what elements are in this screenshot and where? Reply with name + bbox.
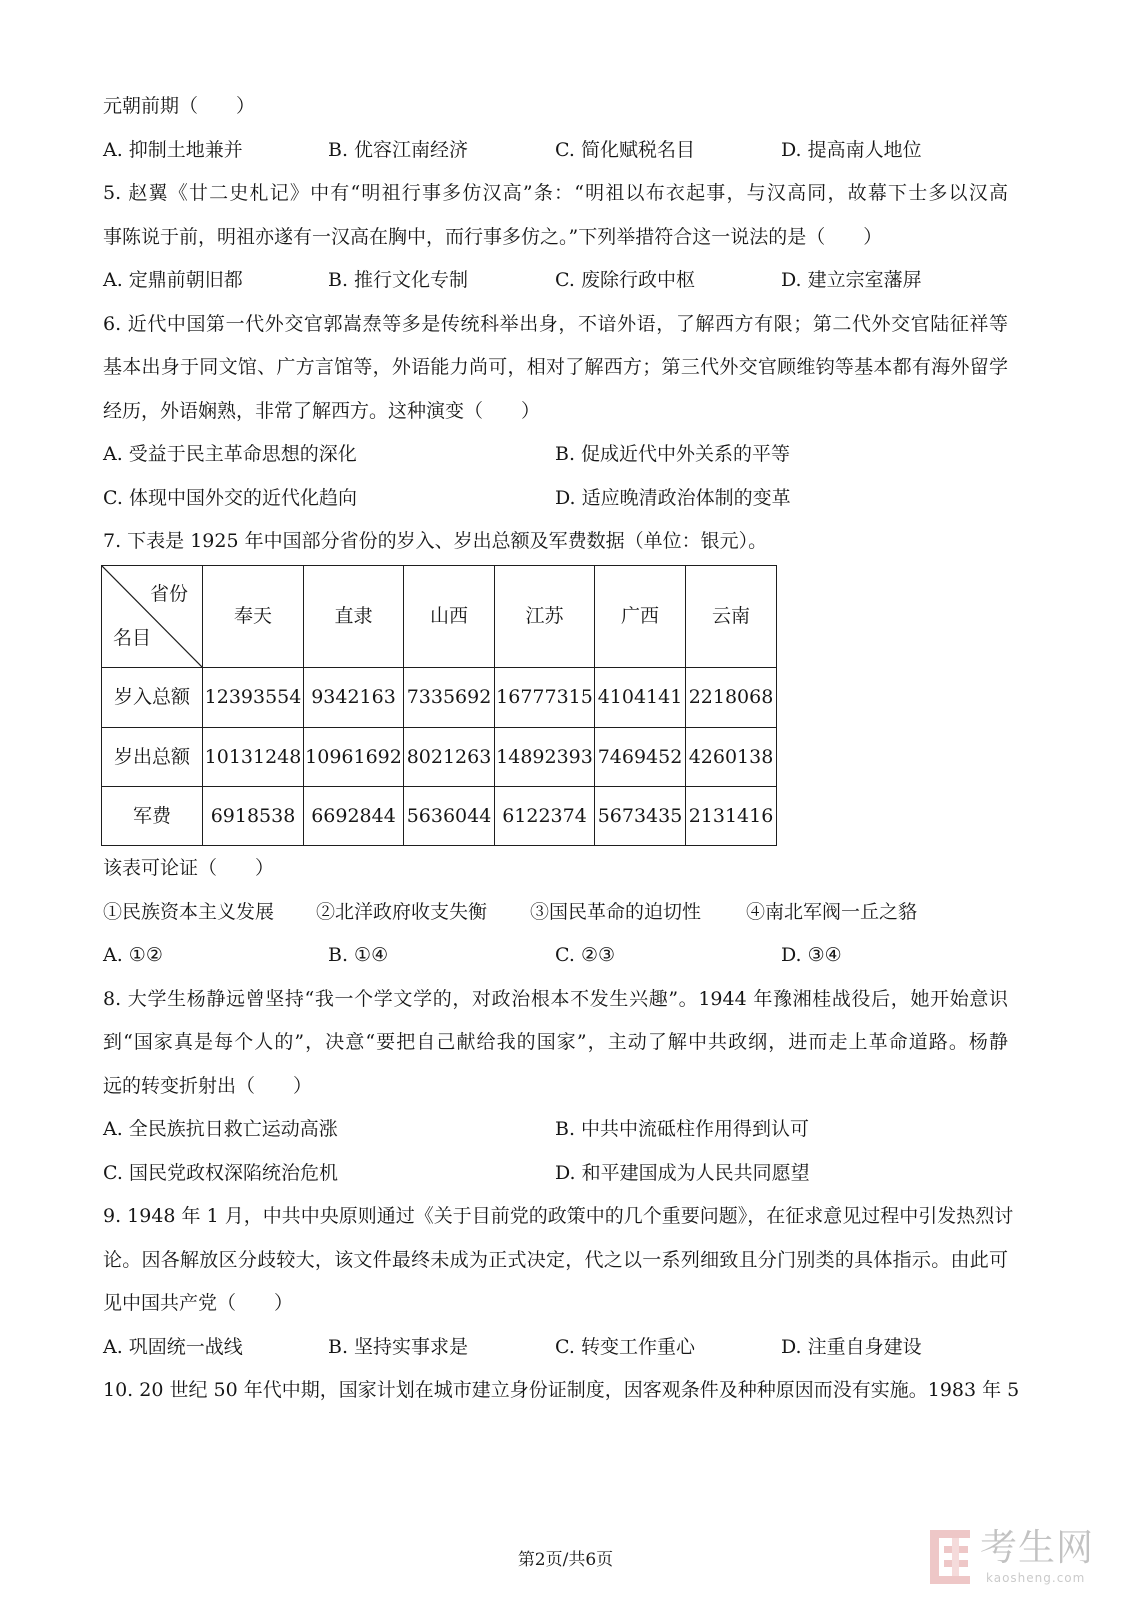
column-header: 云南	[686, 566, 777, 668]
q7-statement-1: ①民族资本主义发展	[103, 900, 275, 923]
question-7	[103, 520, 1008, 978]
province-finance-table	[101, 565, 777, 846]
q4-stem-line: 元朝前期（ ）	[103, 95, 256, 117]
q7-statements	[103, 891, 1008, 935]
q6-options-row	[103, 477, 1008, 521]
table-cell: 7335692	[404, 668, 495, 728]
q6-option-c: C. 体现中国外交的近代化趋向	[103, 486, 357, 509]
q5-option-d: D. 建立宗室藩屏	[781, 269, 922, 291]
q6-stem-line: 经历，外语娴熟，非常了解西方。这种演变（ ）	[103, 399, 541, 422]
row-label: 岁入总额	[102, 668, 203, 728]
q4-option-a: A. 抑制土地兼并	[103, 138, 243, 161]
column-header: 广西	[595, 566, 686, 668]
question-6	[103, 303, 1008, 521]
q9-stem-line: 论。因各解放区分歧较大，该文件最终未成为正式决定，代之以一系列细致且分门别类的具体指示。由此可	[103, 1248, 1008, 1271]
table-cell: 16777315	[495, 668, 595, 728]
q8-option-c: C. 国民党政权深陷统治危机	[103, 1161, 338, 1184]
question-9	[103, 1195, 1014, 1369]
page-content	[103, 85, 1020, 1413]
corner-header-item: 名目	[113, 627, 152, 649]
table-row	[102, 668, 777, 728]
table-cell: 2218068	[686, 668, 777, 728]
table-cell: 4260138	[686, 728, 777, 787]
q9-option-d: D. 注重自身建设	[781, 1335, 922, 1358]
q7-question-line: 该表可论证（ ）	[103, 857, 275, 879]
q4-option-c: C. 简化赋税名目	[555, 138, 695, 161]
q5-stem-line: 事陈说于前，明祖亦遂有一汉高在胸中，而行事多仿之。”下列举措符合这一说法的是（ ）	[103, 225, 883, 248]
q6-option-d: D. 适应晚清政治体制的变革	[555, 486, 791, 509]
question-10	[103, 1369, 1020, 1413]
q8-stem-line: 远的转变折射出（ ）	[103, 1074, 313, 1097]
diagonal-divider	[102, 566, 202, 667]
q6-options-row	[103, 433, 1008, 477]
q5-options	[103, 259, 1008, 303]
table-cell: 6692844	[304, 787, 404, 846]
q5-option-a: A. 定鼎前朝旧都	[103, 269, 243, 291]
table-cell: 10131248	[203, 728, 304, 787]
q9-options	[103, 1326, 1008, 1370]
q5-stem-line: 5. 赵翼《廿二史札记》中有“明祖行事多仿汉高”条：“明祖以布衣起事，与汉高同，故幕下士多以汉高	[103, 182, 1008, 204]
row-label: 军费	[102, 787, 203, 846]
q6-stem-line: 基本出身于同文馆、广方言馆等，外语能力尚可，相对了解西方；第三代外交官顾维钧等基本都有海外留学	[103, 356, 1008, 378]
table-row	[102, 787, 777, 846]
q5-option-c: C. 废除行政中枢	[555, 269, 695, 291]
table-header-row	[102, 566, 777, 668]
q9-stem-line: 见中国共产党（ ）	[103, 1292, 294, 1314]
q8-option-b: B. 中共中流砥柱作用得到认可	[555, 1118, 810, 1140]
table-corner-cell	[102, 566, 203, 668]
q4-option-d: D. 提高南人地位	[781, 138, 922, 161]
q7-option-b: B. ①④	[328, 944, 389, 966]
q8-option-d: D. 和平建国成为人民共同愿望	[555, 1161, 810, 1184]
table-cell: 8021263	[404, 728, 495, 787]
q8-option-a: A. 全民族抗日救亡运动高涨	[103, 1118, 338, 1140]
q6-option-a: A. 受益于民主革命思想的深化	[103, 443, 357, 465]
table-cell: 12393554	[203, 668, 304, 728]
corner-header-province: 省份	[150, 583, 189, 605]
table-cell: 4104141	[595, 668, 686, 728]
table-cell: 9342163	[304, 668, 404, 728]
q7-option-c: C. ②③	[555, 944, 616, 966]
q8-options-row	[103, 1108, 1008, 1152]
q8-stem-line: 8. 大学生杨静远曾坚持“我一个学文学的，对政治根本不发生兴趣”。1944 年豫湘桂战役后，她开始意识	[103, 987, 1008, 1010]
table-cell: 6918538	[203, 787, 304, 846]
table-row	[102, 728, 777, 787]
table-cell: 14892393	[495, 728, 595, 787]
column-header: 江苏	[495, 566, 595, 668]
column-header: 直隶	[304, 566, 404, 668]
table-cell: 2131416	[686, 787, 777, 846]
question-8	[103, 978, 1008, 1196]
table-cell: 6122374	[495, 787, 595, 846]
q9-option-a: A. 巩固统一战线	[103, 1335, 243, 1358]
q7-options	[103, 934, 1008, 978]
q9-option-c: C. 转变工作重心	[555, 1335, 695, 1358]
q7-option-d: D. ③④	[781, 944, 842, 966]
table-cell: 5673435	[595, 787, 686, 846]
q8-options-row	[103, 1152, 1008, 1196]
q7-statement-2: ②北洋政府收支失衡	[316, 900, 488, 923]
watermark-site-url: kaosheng.com	[986, 1571, 1086, 1585]
site-watermark	[926, 1524, 1096, 1588]
question-5	[103, 172, 1008, 303]
table-cell: 10961692	[304, 728, 404, 787]
watermark-site-name: 考生网	[980, 1526, 1094, 1569]
q7-statement-4: ④南北军阀一丘之貉	[746, 900, 918, 923]
q9-option-b: B. 坚持实事求是	[328, 1335, 469, 1358]
column-header: 奉天	[203, 566, 304, 668]
table-cell: 5636044	[404, 787, 495, 846]
q6-option-b: B. 促成近代中外关系的平等	[555, 443, 791, 465]
q5-option-b: B. 推行文化专制	[328, 269, 469, 291]
q8-stem-line: 到“国家真是每个人的”，决意“要把自己献给我的国家”，主动了解中共政纲，进而走上革命道路。杨静	[103, 1031, 1008, 1053]
question-4	[103, 85, 1008, 172]
q9-stem-line: 9. 1948 年 1 月，中共中央原则通过《关于目前党的政策中的几个重要问题》，在征求意见过程中引发热烈讨	[103, 1205, 1014, 1227]
page-number: 第2页/共6页	[517, 1550, 614, 1570]
q4-option-b: B. 优容江南经济	[328, 138, 469, 161]
table-cell: 7469452	[595, 728, 686, 787]
watermark-logo-icon	[926, 1528, 974, 1586]
q7-statement-3: ③国民革命的迫切性	[530, 900, 702, 923]
q6-stem-line: 6. 近代中国第一代外交官郭嵩焘等多是传统科举出身，不谙外语，了解西方有限；第二代外交官陆征祥等	[103, 312, 1008, 335]
column-header: 山西	[404, 566, 495, 668]
q7-option-a: A. ①②	[103, 944, 163, 966]
q4-options	[103, 129, 1008, 173]
row-label: 岁出总额	[102, 728, 203, 787]
q7-stem-line: 7. 下表是 1925 年中国部分省份的岁入、岁出总额及军费数据（单位：银元）。	[103, 530, 768, 552]
q10-stem-line: 10. 20 世纪 50 年代中期，国家计划在城市建立身份证制度，因客观条件及种种原因而没有实施。1983 年 5	[103, 1379, 1020, 1401]
